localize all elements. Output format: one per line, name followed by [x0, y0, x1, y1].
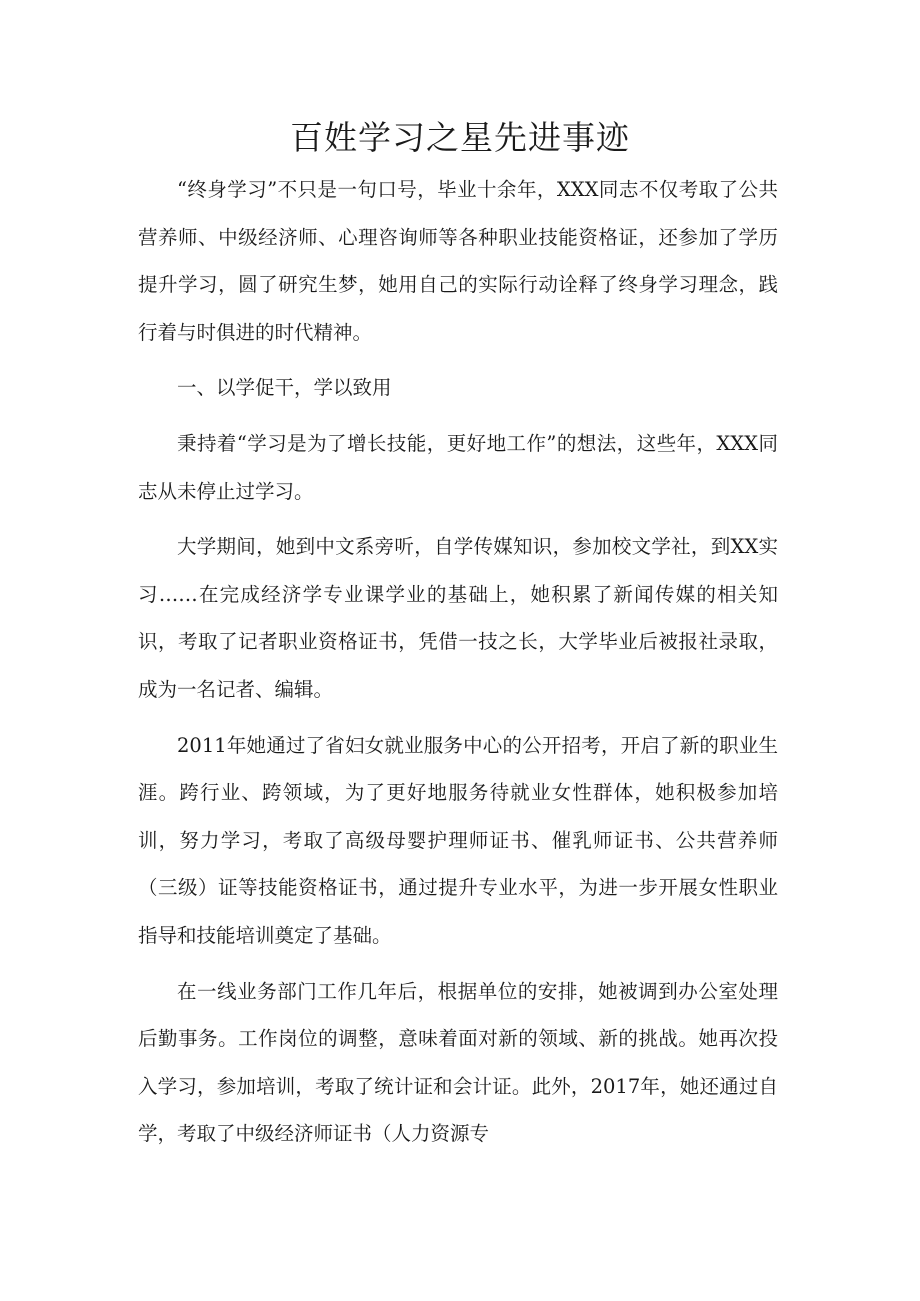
- paragraph-3: 大学期间，她到中文系旁听，自学传媒知识，参加校文学社，到XX实习……在完成经济学专业课学业的基础上，她积累了新闻传媒的相关知识，考取了记者职业资格证书，凭借一技之长，大学毕业后被报社录取，成为一名记者、编辑。: [138, 535, 778, 701]
- paragraph-5: 在一线业务部门工作几年后，根据单位的安排，她被调到办公室处理后勤事务。工作岗位的调整，意味着面对新的领域、新的挑战。她再次投入学习，参加培训，考取了统计证和会计证。此外，2017年，她还通过自学，考取了中级经济师证书（人力资源专: [138, 979, 778, 1146]
- document-title: 百姓学习之星先进事迹: [290, 118, 630, 157]
- section-heading-1: 一、以学促干，学以致用: [177, 376, 392, 400]
- paragraph-intro: “终身学习”不只是一句口号，毕业十余年，XXX同志不仅考取了公共营养师、中级经济师、心理咨询师等各种职业技能资格证，还参加了学历提升学习，圆了研究生梦，她用自己的实际行动诠释了终身学习理念，践行着与时俱进的时代精神。: [138, 178, 778, 344]
- document-body: [138, 166, 778, 1166]
- paragraph-2: 秉持着“学习是为了增长技能，更好地工作”的想法，这些年，XXX同志从未停止过学习。: [138, 431, 778, 503]
- paragraph-4: 2011年她通过了省妇女就业服务中心的公开招考，开启了新的职业生涯。跨行业、跨领域，为了更好地服务待就业女性群体，她积极参加培训，努力学习，考取了高级母婴护理师证书、催乳师证书、公共营养师（三级）证等技能资格证书，通过提升专业水平，为进一步开展女性职业指导和技能培训奠定了基础。: [138, 733, 778, 947]
